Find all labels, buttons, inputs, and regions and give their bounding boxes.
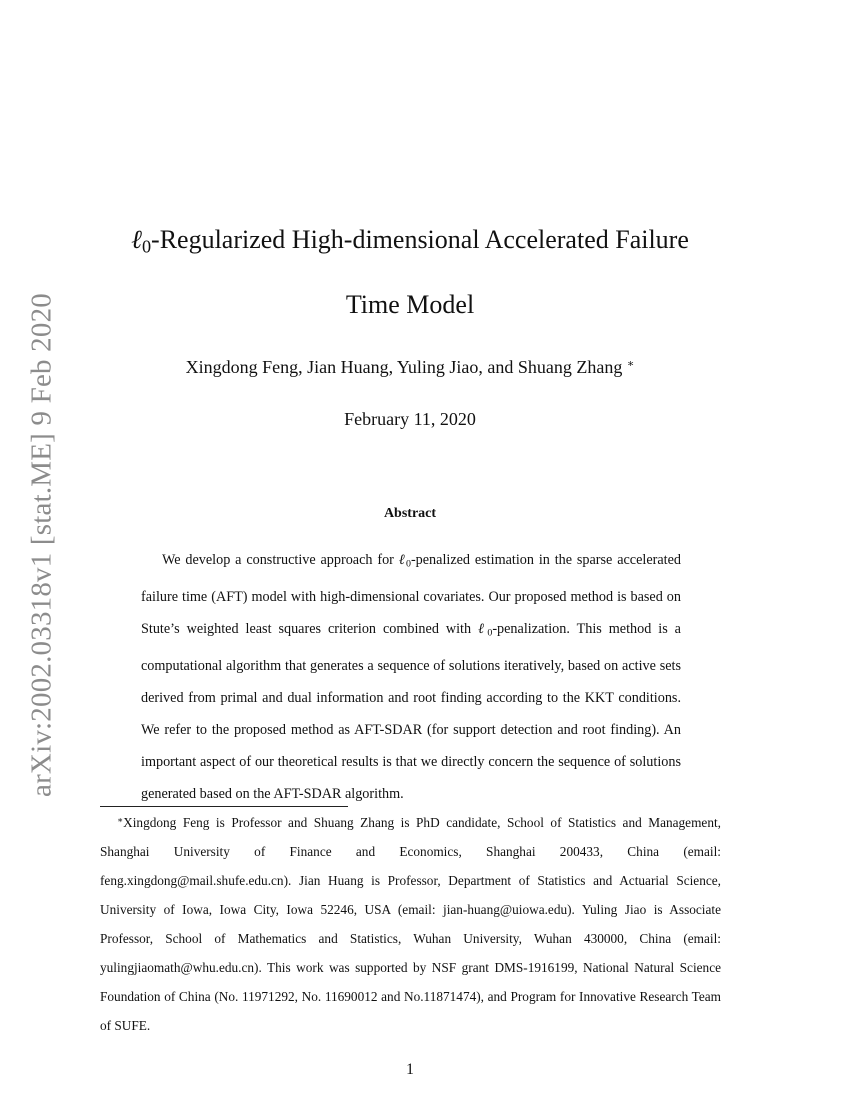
- title-line-1-text: -Regularized High-dimensional Accelerated Failure: [151, 225, 689, 254]
- publication-date: February 11, 2020: [344, 409, 476, 429]
- title-ell-symbol: ℓ: [131, 225, 142, 254]
- author-list: [70, 357, 750, 378]
- abstract-ell-symbol-1: ℓ: [398, 552, 406, 568]
- abstract-ell-subscript-1: 0: [405, 558, 411, 570]
- title-line-1: [70, 211, 750, 276]
- arxiv-identifier-stamp[interactable]: [18, 295, 66, 795]
- abstract-ell-symbol-2: ℓ: [478, 620, 488, 637]
- title-line-2: Time Model: [345, 289, 475, 319]
- abstract-body: [141, 544, 681, 811]
- abstract-text-part-1: We develop a constructive approach for: [162, 552, 399, 568]
- paper-title: [70, 211, 750, 334]
- title-ell-subscript: 0: [141, 236, 152, 257]
- abstract-ell-subscript-2: 0: [487, 627, 493, 639]
- footnote-marker: ∗: [117, 815, 124, 825]
- abstract-heading: Abstract: [383, 506, 437, 521]
- abstract-text-part-3: -penalization. This method is a computational algorithm that generates a sequence of solutions iteratively, based on active sets derived from primal and dual information and root finding according to the KKT conditions. We refer to the proposed method as AFT-SDAR (for support detection and root finding). An important aspect of our theoretical results is that we directly concern the sequence of solutions generated based on the AFT-SDAR algorithm.: [141, 620, 681, 803]
- author-footnote: [100, 806, 721, 1040]
- footnote-text: Xingdong Feng is Professor and Shuang Zhang is PhD candidate, School of Statistics and Management, Shanghai University of Finance and Economics, Shanghai 200433, China (email: feng.xingdong@mail.shufe.edu.cn). Jian Huang is Professor, Department of Statistics and Actuarial Science, University of Iowa, Iowa City, Iowa 52246, USA (email: jian-huang@uiowa.edu). Yuling Jiao is Associate Professor, School of Mathematics and Statistics, Wuhan University, Wuhan 430000, China (email: yulingjiaomath@whu.edu.cn). This work was supported by NSF grant DMS-1916199, National Natural Science Foundation of China (No. 11971292, No. 11690012 and No.11871474), and Program for Innovative Research Team of SUFE.: [100, 815, 721, 1033]
- abstract-text-part-2: -penalized estimation in the sparse accelerated failure time (AFT) model with high-dimensional covariates. Our proposed method is based on Stute’s weighted least squares criterion combined with: [141, 552, 681, 637]
- arxiv-identifier-text: arXiv:2002.03318v1 [stat.ME] 9 Feb 2020: [25, 293, 58, 797]
- author-names: Xingdong Feng, Jian Huang, Yuling Jiao, and Shuang Zhang: [185, 357, 623, 377]
- author-footnote-marker[interactable]: ∗: [626, 358, 635, 370]
- page-number: 1: [406, 1061, 414, 1078]
